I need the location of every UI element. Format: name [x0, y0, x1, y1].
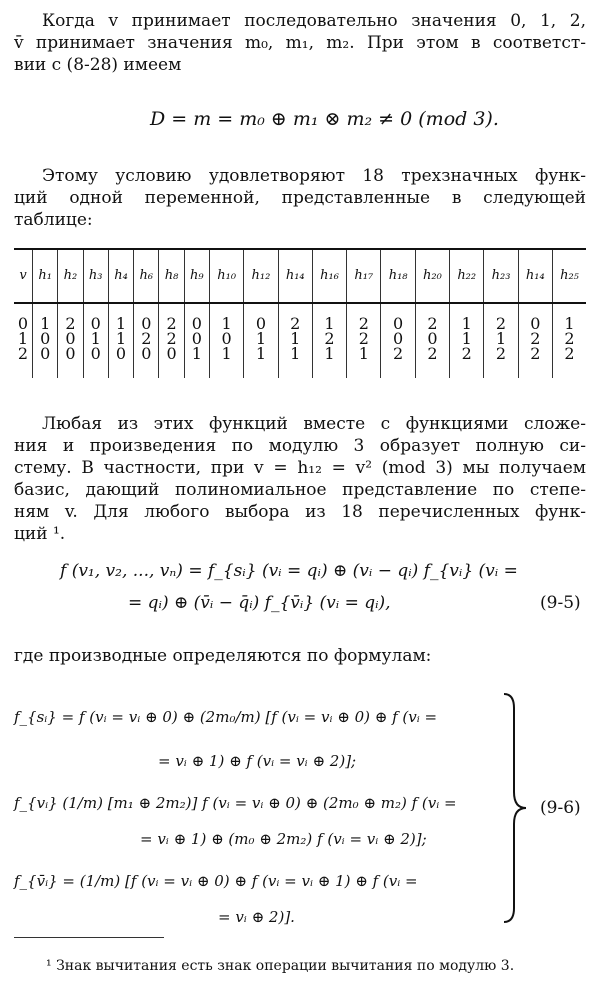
- table-cell-value: 2: [65, 314, 76, 333]
- table-cell-value: 1: [324, 344, 335, 363]
- table-cell-value: 0: [255, 314, 267, 333]
- table-cell-value: 0: [221, 329, 232, 348]
- table-cell-value: 0: [40, 329, 51, 348]
- table-cell: [278, 303, 312, 378]
- function-table: [14, 248, 586, 378]
- paragraph-derivatives: [14, 645, 586, 667]
- table-cell-value: 1: [290, 344, 301, 363]
- table-cell-value: 1: [90, 329, 101, 348]
- table-header-cell: h₆: [134, 249, 159, 303]
- equation-9-6-line-5: f_{v̄ᵢ} = (1/m) [f (vᵢ = vᵢ ⊕ 0) ⊕ f (vᵢ = vᵢ ⊕ 1) ⊕ f (vᵢ =: [14, 872, 418, 890]
- table-cell-value: 1: [324, 314, 335, 333]
- table-cell-value: 2: [495, 314, 507, 333]
- text-line: ния и произведения по модулю 3 образует полную си-: [14, 436, 586, 456]
- table-header-cell: h₂₃: [484, 249, 518, 303]
- table-cell-value: 2: [141, 329, 152, 348]
- table-cell-value: 2: [166, 329, 177, 348]
- paragraph-basis: [14, 413, 586, 545]
- table-header-cell: h₂₂: [450, 249, 484, 303]
- table-header-cell: h₂: [58, 249, 83, 303]
- table-cell-value: 0: [90, 314, 101, 333]
- table-cell-value: 2: [461, 344, 472, 363]
- text-line: где производные определяются по формулам:: [14, 646, 432, 666]
- table-cell: [244, 303, 278, 378]
- table-cell-value: 1: [255, 329, 267, 348]
- table-header-cell: h₂₅: [552, 249, 586, 303]
- table-header-cell: h₁₀: [209, 249, 243, 303]
- table-cell-value: 2: [427, 314, 438, 333]
- table-cell-value: 2: [17, 344, 29, 363]
- text-line: Когда v принимает последовательно значения 0, 1, 2,: [42, 11, 586, 31]
- table-cell-value: 2: [564, 344, 575, 363]
- table-cell-value: 0: [115, 344, 127, 363]
- table-cell-value: 0: [65, 329, 76, 348]
- table-cell-value: 1: [115, 329, 127, 348]
- table-header-cell: h₃: [83, 249, 108, 303]
- equation-9-6-line-2: = vᵢ ⊕ 1) ⊕ f (vᵢ = vᵢ ⊕ 2)];: [158, 752, 357, 770]
- table-cell-value: 0: [427, 329, 438, 348]
- table-header-cell: h₁₆: [312, 249, 346, 303]
- table-cell-value: 2: [166, 314, 177, 333]
- table-cell-value: 1: [221, 344, 232, 363]
- table-cell-value: 0: [65, 344, 76, 363]
- table-cell-value: 0: [393, 314, 404, 333]
- table-cell-value: 2: [290, 314, 301, 333]
- footnote-divider: [14, 937, 164, 938]
- table-cell-value: 1: [564, 314, 575, 333]
- equation-9-6-line-1: f_{sᵢ} = f (vᵢ = vᵢ ⊕ 0) ⊕ (2m₀/m) [f (vᵢ = vᵢ ⊕ 0) ⊕ f (vᵢ =: [14, 708, 438, 726]
- table-cell-value: 0: [90, 344, 101, 363]
- equation-number-9-5: (9-5): [540, 593, 581, 613]
- table-cell-value: 0: [17, 314, 29, 333]
- table-cell-value: 0: [40, 344, 51, 363]
- table-header-cell: h₂₀: [415, 249, 449, 303]
- table-cell-value: 1: [17, 329, 29, 348]
- text-line: вии с (8-28) имеем: [14, 55, 182, 75]
- table-cell: [450, 303, 484, 378]
- table-cell-value: 1: [358, 344, 369, 363]
- table-cell-value: 1: [255, 344, 267, 363]
- table-header-cell: h₁₂: [244, 249, 278, 303]
- table-cell: [347, 303, 381, 378]
- table-cell-value: 1: [191, 344, 202, 363]
- equation-number-9-6: (9-6): [540, 798, 581, 818]
- equation-9-5-line-2: = qᵢ) ⊕ (v̄ᵢ − q̄ᵢ) f_{v̄ᵢ} (vᵢ = qᵢ),: [128, 593, 391, 613]
- table-cell-value: 2: [495, 344, 507, 363]
- table-cell: [83, 303, 108, 378]
- table-cell: [108, 303, 133, 378]
- table-cell: [58, 303, 83, 378]
- text-line: Любая из этих функций вместе с функциями сложе-: [42, 414, 586, 434]
- table-cell: [518, 303, 552, 378]
- equation-9-5-line-1: f (v₁, v₂, ..., vₙ) = f_{sᵢ} (vᵢ = qᵢ) ⊕ (vᵢ − qᵢ) f_{vᵢ} (vᵢ =: [60, 561, 518, 581]
- table-cell: [312, 303, 346, 378]
- table-cell-value: 1: [290, 329, 301, 348]
- table-cell-value: 1: [40, 314, 51, 333]
- table-cell-value: 0: [393, 329, 404, 348]
- equation-9-6-line-6: = vᵢ ⊕ 2)].: [218, 908, 295, 926]
- table-cell-value: 2: [358, 329, 369, 348]
- text-line: стему. В частности, при v = h₁₂ = v² (mod 3) мы получаем: [14, 458, 586, 478]
- table-header-cell: h₁₈: [381, 249, 415, 303]
- table-cell: [381, 303, 415, 378]
- equation-9-6-line-4: = vᵢ ⊕ 1) ⊕ (m₀ ⊕ 2m₂) f (vᵢ = vᵢ ⊕ 2)];: [140, 830, 427, 848]
- formula-D: D = m = m₀ ⊕ m₁ ⊗ m₂ ≠ 0 (mod 3).: [150, 108, 499, 130]
- table-cell: [415, 303, 449, 378]
- text-line: Этому условию удовлетворяют 18 трехзначных функ-: [42, 166, 586, 186]
- text-line: ций одной переменной, представленные в следующей: [14, 188, 586, 208]
- table-cell: [14, 303, 33, 378]
- text-line: базис, дающий полиномиальное представление по степе-: [14, 480, 586, 500]
- table-cell-value: 2: [358, 314, 369, 333]
- table-cell: [484, 303, 518, 378]
- table-cell-value: 0: [141, 344, 152, 363]
- table-cell-value: 2: [427, 344, 438, 363]
- table-header-cell: h₁₄: [518, 249, 552, 303]
- table-cell-value: 2: [530, 329, 541, 348]
- table-cell: [159, 303, 184, 378]
- table-cell-value: 1: [495, 329, 507, 348]
- table-header-cell: h₈: [159, 249, 184, 303]
- table-cell-value: 0: [530, 314, 541, 333]
- right-brace: [500, 692, 530, 924]
- table-cell-value: 0: [191, 314, 202, 333]
- table-cell: [33, 303, 58, 378]
- paragraph-intro: [14, 10, 586, 76]
- text-line: ций ¹.: [14, 524, 66, 544]
- table-cell: [184, 303, 209, 378]
- table-row: [14, 303, 586, 378]
- text-line: таблице:: [14, 210, 93, 230]
- table-cell-value: 0: [141, 314, 152, 333]
- table-header-cell: h₁: [33, 249, 58, 303]
- table-cell-value: 2: [564, 329, 575, 348]
- table-cell-value: 0: [191, 329, 202, 348]
- table-header-cell: h₄: [108, 249, 133, 303]
- table-cell: [134, 303, 159, 378]
- footnote: ¹ Знак вычитания есть знак операции вычитания по модулю 3.: [46, 958, 515, 974]
- table-header-cell: h₉: [184, 249, 209, 303]
- table-header-cell: h₁₄: [278, 249, 312, 303]
- table-cell-value: 1: [221, 314, 232, 333]
- table-cell-value: 2: [393, 344, 404, 363]
- table-cell-value: 1: [461, 314, 472, 333]
- table-header-cell: v: [14, 249, 33, 303]
- table-cell-value: 1: [461, 329, 472, 348]
- table-cell-value: 1: [115, 314, 127, 333]
- table-cell-value: 2: [324, 329, 335, 348]
- table-header-cell: h₁₇: [347, 249, 381, 303]
- table-header-row: [14, 249, 586, 303]
- text-line: v̄ принимает значения m₀, m₁, m₂. При этом в соответст-: [14, 33, 586, 53]
- table-cell: [209, 303, 243, 378]
- table-cell-value: 2: [530, 344, 541, 363]
- text-line: ням v. Для любого выбора из 18 перечисленных функ-: [14, 502, 586, 522]
- table-cell: [552, 303, 586, 378]
- table-cell-value: 0: [166, 344, 177, 363]
- paragraph-condition: [14, 165, 586, 231]
- equation-9-6-line-3: f_{vᵢ} (1/m) [m₁ ⊕ 2m₂)] f (vᵢ = vᵢ ⊕ 0) ⊕ (2m₀ ⊕ m₂) f (vᵢ =: [14, 794, 457, 812]
